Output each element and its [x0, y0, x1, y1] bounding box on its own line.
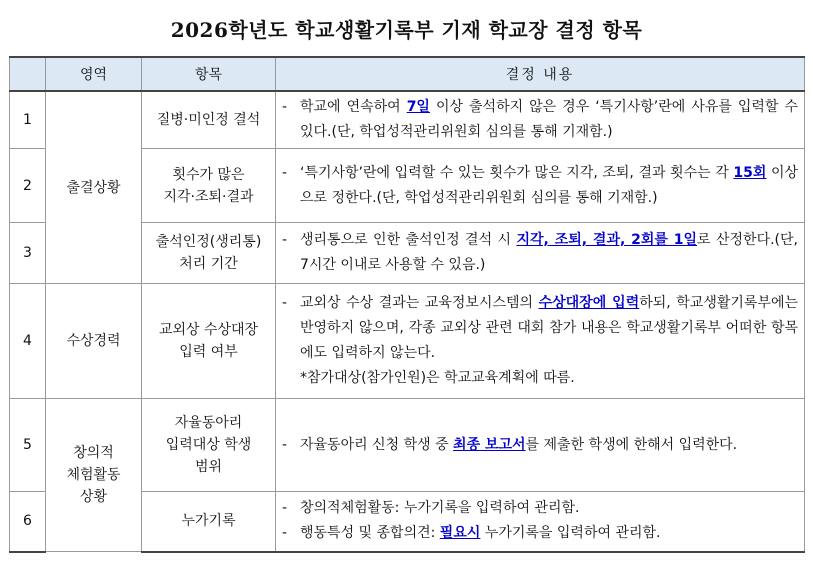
- content-fragment: 하되, 학교생활기록부에는 반영하지 않으며, 각종 교외상 관련 대회 참가 내용은 학교생활기록부 어떠한 항목에도 입력하지 않는다.: [300, 295, 798, 361]
- content-fragment: 자율동아리 신청 학생 중: [300, 436, 454, 453]
- highlight-text: 수상대장에 입력: [538, 295, 640, 311]
- decision-table: [9, 56, 805, 553]
- content-cell: [276, 149, 805, 223]
- content-text: [300, 161, 798, 211]
- dash-bullet-icon: -: [282, 164, 288, 181]
- item-label: 질병·미인정 결석: [156, 112, 261, 128]
- content-fragment: *참가대상(참가인원)은 학교교육계획에 따름.: [300, 370, 575, 386]
- area-creative: [46, 399, 142, 552]
- header-num: [10, 57, 46, 91]
- dash-bullet-icon: -: [282, 436, 288, 453]
- highlight-text: 지각, 조퇴, 결과, 2회를 1일: [516, 232, 698, 248]
- dash-bullet-icon: -: [282, 232, 288, 248]
- area-awards: 수상경력: [46, 284, 142, 399]
- area-attendance: 출결상황: [46, 91, 142, 284]
- dash-bullet-icon: -: [282, 500, 288, 517]
- item-label: 지각·조퇴·결과: [163, 188, 254, 205]
- header-area: 영역: [46, 57, 142, 91]
- content-text: [300, 95, 798, 145]
- content-fragment: 교외상 수상 결과는 교육정보시스템의: [300, 295, 539, 311]
- content-fragment: 행동특성 및 종합의견:: [300, 525, 440, 542]
- content-line: [282, 228, 798, 278]
- content-text: [300, 496, 798, 521]
- row-number: 4: [10, 284, 46, 399]
- content-text: [300, 291, 798, 366]
- item-label: 범위: [194, 459, 223, 475]
- content-fragment: 학교에 연속하여: [300, 99, 407, 115]
- highlight-text: 최종 보고서: [453, 436, 526, 453]
- content-fragment: 로 산정한다.(단, 7시간 이내로 사용할 수 있음.): [300, 232, 798, 273]
- document-title: 2026학년도 학교생활기록부 기재 학교장 결정 항목: [170, 18, 643, 42]
- content-cell: [276, 284, 805, 399]
- item-cell: [142, 399, 276, 492]
- item-label: 처리 기간: [179, 256, 238, 272]
- row-number: 3: [10, 223, 46, 284]
- highlight-text: 15회: [733, 164, 767, 181]
- row-number: 1: [10, 91, 46, 149]
- item-label: 횟수가 많은: [172, 166, 245, 183]
- content-text: [300, 366, 798, 391]
- content-line: [282, 291, 798, 366]
- content-fragment: 이상 출석하지 않은 경우 ‘특기사항’란에 사유를 입력할 수 있다.(단, 학업성적관리위원회 심의를 통해 기재함.): [300, 99, 798, 140]
- item-cell: [142, 284, 276, 399]
- content-line: [282, 521, 798, 546]
- content-line: [282, 496, 798, 521]
- area-creative-line: 체험활동: [66, 467, 121, 483]
- item-label: 출석인정(생리통): [155, 234, 262, 250]
- content-line: [282, 95, 798, 145]
- item-label: 자율동아리: [174, 415, 243, 431]
- table-row: [10, 284, 805, 399]
- content-line: [282, 366, 798, 391]
- content-line: [282, 433, 798, 458]
- header-item: 항목: [142, 57, 276, 91]
- dash-bullet-icon: -: [282, 525, 288, 542]
- table-row: [10, 399, 805, 492]
- dash-bullet-icon: -: [282, 295, 288, 311]
- area-creative-line: 상황: [79, 489, 108, 505]
- item-label: 입력 여부: [179, 344, 238, 360]
- header-content: 결정 내용: [276, 57, 805, 91]
- item-cell: [142, 223, 276, 284]
- item-cell: [142, 149, 276, 223]
- content-line: [282, 161, 798, 211]
- content-cell: [276, 91, 805, 149]
- content-fragment: 를 제출한 학생에 한해서 입력한다.: [525, 436, 738, 453]
- content-fragment: 생리통으로 인한 출석인정 결석 시: [300, 232, 517, 248]
- highlight-text: 필요시: [439, 525, 481, 542]
- content-fragment: 창의적체험활동: 누가기록을 입력하여 관리함.: [300, 500, 580, 517]
- content-fragment: 이상으로 정한다.(단, 학업성적관리위원회 심의를 통해 기재함.): [300, 164, 799, 206]
- item-cell: [142, 91, 276, 149]
- item-label: 교외상 수상대장: [158, 322, 259, 338]
- content-fragment: 누가기록을 입력하여 관리함.: [480, 525, 661, 542]
- highlight-text: 7일: [406, 99, 430, 115]
- content-text: [300, 228, 798, 278]
- content-cell: [276, 492, 805, 552]
- content-text: [300, 521, 798, 546]
- row-number: 2: [10, 149, 46, 223]
- item-label: 누가기록: [181, 513, 236, 530]
- content-cell: [276, 223, 805, 284]
- content-fragment: ‘특기사항’란에 입력할 수 있는 횟수가 많은 지각, 조퇴, 결과 횟수는 각: [300, 164, 734, 181]
- item-cell: [142, 492, 276, 552]
- header-row: [10, 57, 805, 91]
- row-number: 6: [10, 492, 46, 552]
- content-cell: [276, 399, 805, 492]
- content-text: [300, 433, 798, 458]
- row-number: 5: [10, 399, 46, 492]
- table-row: [10, 91, 805, 149]
- item-label: 입력대상 학생: [165, 437, 252, 453]
- dash-bullet-icon: -: [282, 99, 288, 115]
- area-creative-line: 창의적: [73, 445, 114, 461]
